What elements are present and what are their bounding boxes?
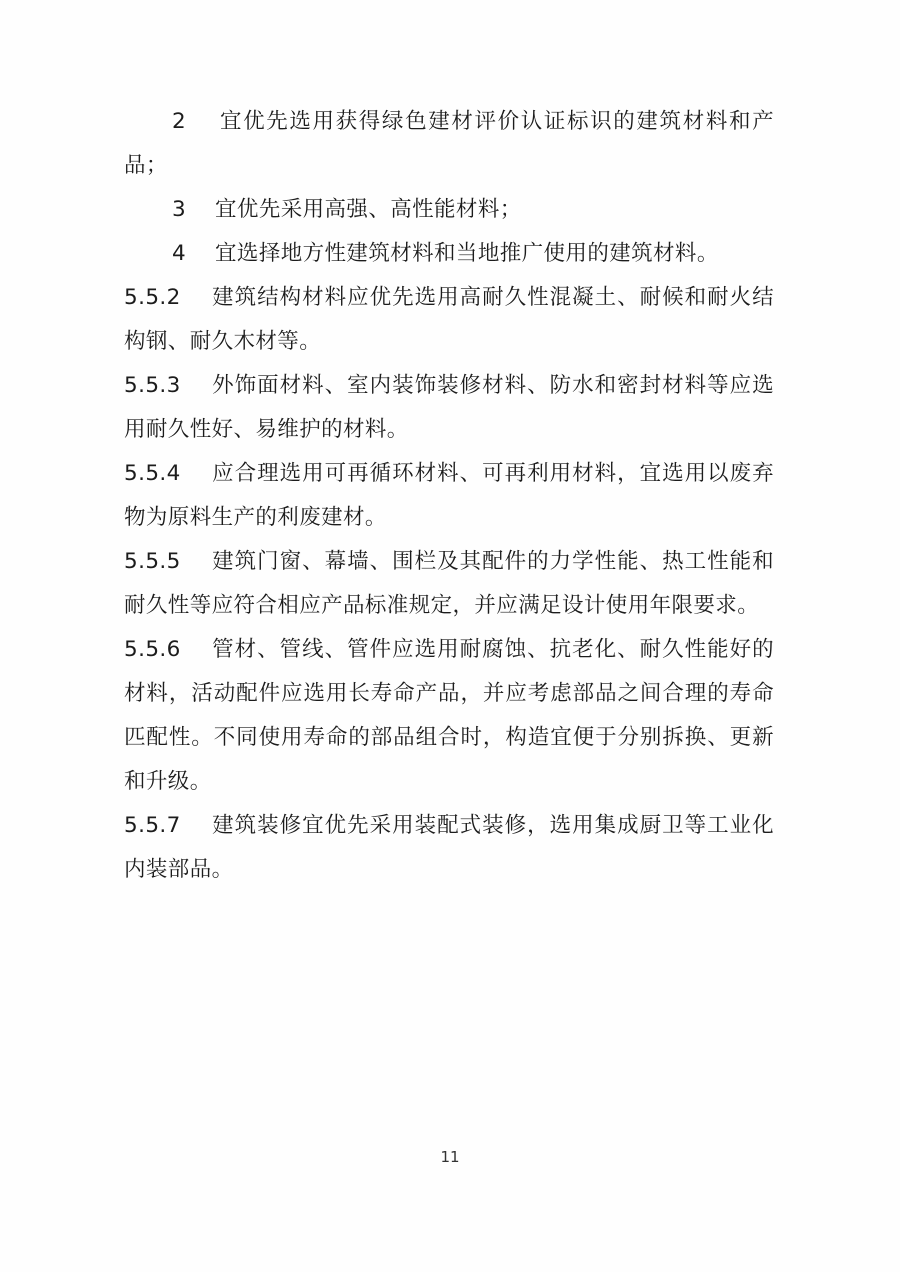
clause-text: 建筑门窗、幕墙、围栏及其配件的力学性能、热工性能和耐久性等应符合相应产品标准规定，并应满足设计使用年限要求。 (124, 549, 774, 618)
list-item-marker: 2 (172, 109, 187, 134)
clause-paragraph (124, 540, 774, 628)
clause-number: 5.5.2 (124, 285, 181, 310)
list-item (124, 232, 774, 276)
clause-text: 外饰面材料、室内装饰装修材料、防水和密封材料等应选用耐久性好、易维护的材料。 (124, 373, 774, 442)
list-item-marker: 3 (172, 197, 187, 222)
clause-text: 建筑结构材料应优先选用高耐久性混凝土、耐候和耐火结构钢、耐久木材等。 (124, 285, 774, 354)
clause-number: 5.5.7 (124, 813, 181, 838)
clause-number: 5.5.3 (124, 373, 181, 398)
list-item-text: 宜优先采用高强、高性能材料； (215, 197, 522, 222)
clause-paragraph (124, 276, 774, 364)
clause-number: 5.5.4 (124, 461, 181, 486)
clause-text: 应合理选用可再循环材料、可再利用材料，宜选用以废弃物为原料生产的利废建材。 (124, 461, 774, 530)
clause-text: 管材、管线、管件应选用耐腐蚀、抗老化、耐久性能好的材料，活动配件应选用长寿命产品，并应考虑部品之间合理的寿命匹配性。不同使用寿命的部品组合时，构造宜便于分别拆换、更新和升级。 (124, 637, 774, 794)
clause-text: 建筑装修宜优先采用装配式装修，选用集成厨卫等工业化内装部品。 (124, 813, 774, 882)
clause-number: 5.5.6 (124, 637, 181, 662)
list-item-text: 宜选择地方性建筑材料和当地推广使用的建筑材料。 (215, 241, 719, 266)
list-item-marker: 4 (172, 241, 187, 266)
clause-paragraph (124, 804, 774, 892)
list-item-text: 宜优先选用获得绿色建材评价认证标识的建筑材料和产品； (124, 109, 775, 178)
page-content (124, 100, 774, 892)
page-number: 11 (440, 1148, 460, 1166)
clause-paragraph (124, 628, 774, 804)
clause-paragraph (124, 364, 774, 452)
clause-paragraph (124, 452, 774, 540)
clause-number: 5.5.5 (124, 549, 181, 574)
list-item (124, 100, 774, 188)
list-item (124, 188, 774, 232)
